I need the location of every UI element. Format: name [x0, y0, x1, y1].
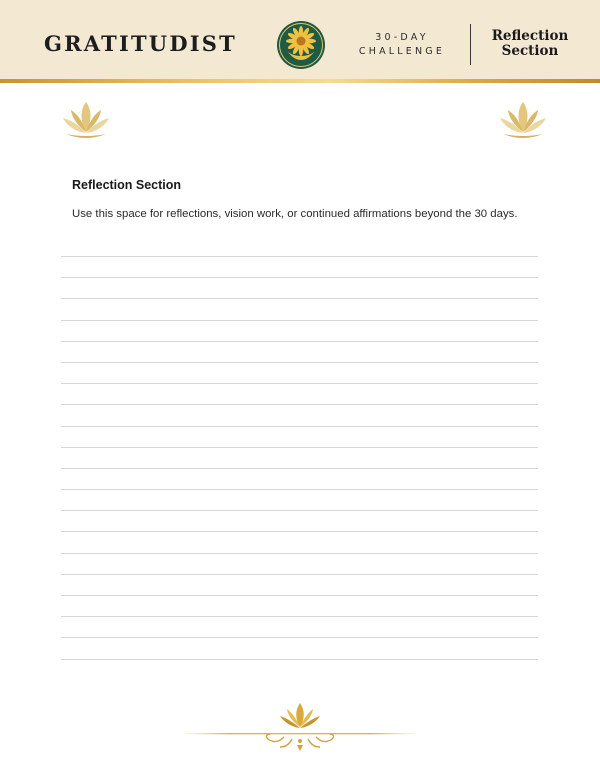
- challenge-line-2: CHALLENGE: [358, 46, 446, 57]
- writing-line: [61, 553, 538, 554]
- writing-line: [61, 574, 538, 575]
- section-line-2: Section: [501, 43, 559, 59]
- gold-divider: [0, 79, 600, 83]
- writing-line: [61, 320, 538, 321]
- sunflower-hands-logo-icon: [276, 20, 326, 70]
- section-line-1: Reflection: [491, 28, 569, 44]
- writing-line: [61, 510, 538, 511]
- challenge-line-1: 30-DAY: [375, 32, 429, 43]
- writing-line: [61, 468, 538, 469]
- brand-title: GRATITUDIST: [44, 31, 237, 56]
- lotus-icon: [497, 98, 549, 142]
- writing-line: [61, 383, 538, 384]
- writing-line: [61, 362, 538, 363]
- writing-line: [61, 256, 538, 257]
- instructions-text: Use this space for reflections, vision work, or continued affirmations beyond the 30 days.: [72, 208, 518, 220]
- page-title: Reflection Section: [72, 178, 182, 192]
- writing-line: [61, 298, 538, 299]
- writing-line: [61, 277, 538, 278]
- writing-line: [61, 447, 538, 448]
- writing-line: [61, 426, 538, 427]
- writing-lines[interactable]: [61, 256, 538, 680]
- header-band: [0, 0, 600, 79]
- writing-line: [61, 404, 538, 405]
- writing-line: [61, 531, 538, 532]
- writing-line: [61, 341, 538, 342]
- writing-line: [61, 659, 538, 660]
- lotus-icon: [60, 98, 112, 142]
- writing-line: [61, 616, 538, 617]
- writing-line: [61, 637, 538, 638]
- lotus-flourish-icon: [180, 695, 420, 755]
- header-divider: [470, 24, 471, 65]
- section-badge: [480, 29, 580, 59]
- writing-line: [61, 489, 538, 490]
- writing-line: [61, 595, 538, 596]
- challenge-label: [345, 31, 459, 59]
